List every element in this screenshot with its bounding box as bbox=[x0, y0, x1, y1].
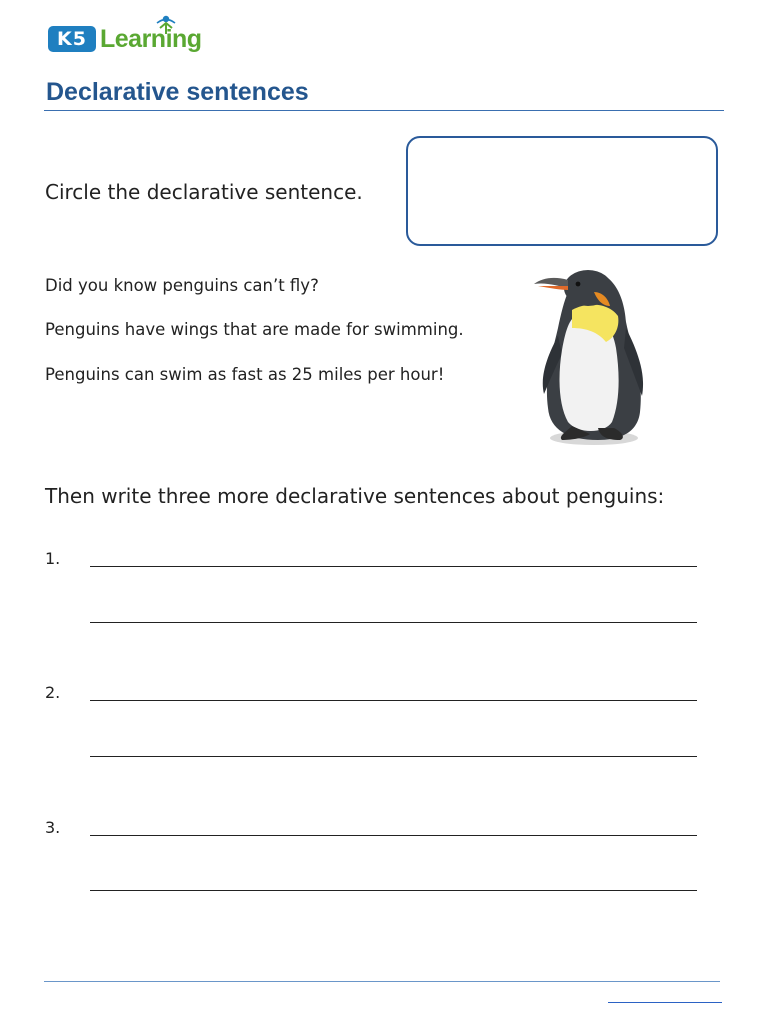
item-number-3: 3. bbox=[45, 818, 61, 837]
penguin-icon bbox=[528, 262, 652, 452]
footer-divider bbox=[44, 981, 720, 982]
writing-prompt: Then write three more declarative sentences about penguins: bbox=[45, 484, 665, 508]
sentence-option-2[interactable]: Penguins have wings that are made for swimming. bbox=[45, 320, 464, 339]
page-title: Declarative sentences bbox=[46, 78, 309, 106]
item-number-1: 1. bbox=[45, 549, 61, 568]
k5-learning-logo bbox=[48, 14, 216, 58]
item-number-2: 2. bbox=[45, 683, 61, 702]
writing-line[interactable] bbox=[90, 756, 697, 757]
sentence-option-1[interactable]: Did you know penguins can’t fly? bbox=[45, 276, 319, 295]
footer-link[interactable] bbox=[608, 1002, 722, 1003]
writing-line[interactable] bbox=[90, 700, 697, 701]
writing-line[interactable] bbox=[90, 566, 697, 567]
sentence-option-3[interactable]: Penguins can swim as fast as 25 miles per hour! bbox=[45, 365, 445, 384]
writing-line[interactable] bbox=[90, 890, 697, 891]
logo-wordmark: Learning bbox=[100, 25, 202, 53]
writing-line[interactable] bbox=[90, 835, 697, 836]
name-box[interactable] bbox=[406, 136, 718, 246]
title-divider bbox=[44, 110, 724, 111]
writing-line[interactable] bbox=[90, 622, 697, 623]
instruction-text: Circle the declarative sentence. bbox=[45, 180, 363, 204]
logo-k5-badge: K5 bbox=[48, 26, 96, 52]
